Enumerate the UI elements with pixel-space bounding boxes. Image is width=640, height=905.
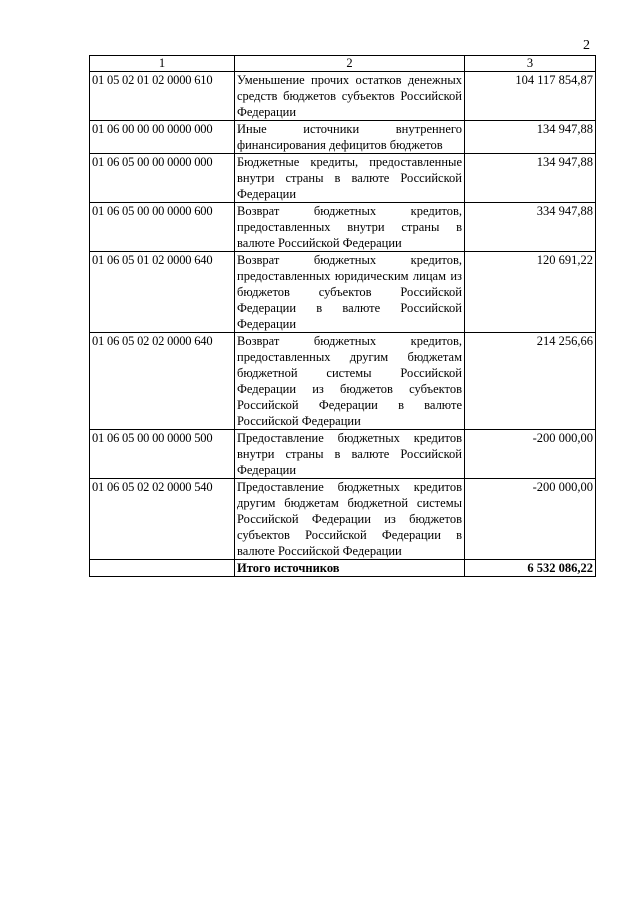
- table-row: [90, 203, 596, 252]
- total-row: [90, 560, 596, 577]
- table-row: [90, 333, 596, 430]
- column-header-amount: 3: [465, 56, 596, 72]
- row-amount: -200 000,00: [465, 430, 596, 479]
- row-description: Возврат бюджетных кредитов, предоставленных внутри страны в валюте Российской Федерации: [235, 203, 465, 252]
- row-amount: 134 947,88: [465, 154, 596, 203]
- row-amount: 334 947,88: [465, 203, 596, 252]
- total-label: Итого источников: [235, 560, 465, 577]
- table-row: [90, 121, 596, 154]
- row-amount: -200 000,00: [465, 479, 596, 560]
- table-row: [90, 252, 596, 333]
- row-amount: 104 117 854,87: [465, 72, 596, 121]
- row-code: 01 06 05 02 02 0000 540: [90, 479, 235, 560]
- row-code: 01 06 05 00 00 0000 600: [90, 203, 235, 252]
- sources-table: [89, 55, 596, 577]
- table-header-row: [90, 56, 596, 72]
- row-description: Бюджетные кредиты, предоставленные внутри страны в валюте Российской Федерации: [235, 154, 465, 203]
- total-code: [90, 560, 235, 577]
- row-code: 01 06 05 00 00 0000 000: [90, 154, 235, 203]
- column-header-description: 2: [235, 56, 465, 72]
- row-code: 01 06 05 00 00 0000 500: [90, 430, 235, 479]
- row-description: Предоставление бюджетных кредитов другим бюджетам бюджетной системы Российской Федерации из бюджетов субъектов Российской Федерации в валюте Российской Федерации: [235, 479, 465, 560]
- row-description: Уменьшение прочих остатков денежных средств бюджетов субъектов Российской Федерации: [235, 72, 465, 121]
- row-code: 01 06 00 00 00 0000 000: [90, 121, 235, 154]
- row-amount: 214 256,66: [465, 333, 596, 430]
- row-description: Возврат бюджетных кредитов, предоставленных юридическим лицам из бюджетов субъектов Российской Федерации в валюте Российской Федерации: [235, 252, 465, 333]
- table-row: [90, 479, 596, 560]
- row-description: Предоставление бюджетных кредитов внутри страны в валюте Российской Федерации: [235, 430, 465, 479]
- row-amount: 120 691,22: [465, 252, 596, 333]
- row-code: 01 06 05 01 02 0000 640: [90, 252, 235, 333]
- row-code: 01 06 05 02 02 0000 640: [90, 333, 235, 430]
- row-description: Возврат бюджетных кредитов, предоставленных другим бюджетам бюджетной системы Российской Федерации из бюджетов субъектов Российской Федерации в валюте Российской Федерации: [235, 333, 465, 430]
- table-row: [90, 72, 596, 121]
- table-row: [90, 154, 596, 203]
- total-amount: 6 532 086,22: [465, 560, 596, 577]
- column-header-code: 1: [90, 56, 235, 72]
- page-number: 2: [583, 38, 590, 53]
- row-description: Иные источники внутреннего финансирования дефицитов бюджетов: [235, 121, 465, 154]
- row-code: 01 05 02 01 02 0000 610: [90, 72, 235, 121]
- table-row: [90, 430, 596, 479]
- row-amount: 134 947,88: [465, 121, 596, 154]
